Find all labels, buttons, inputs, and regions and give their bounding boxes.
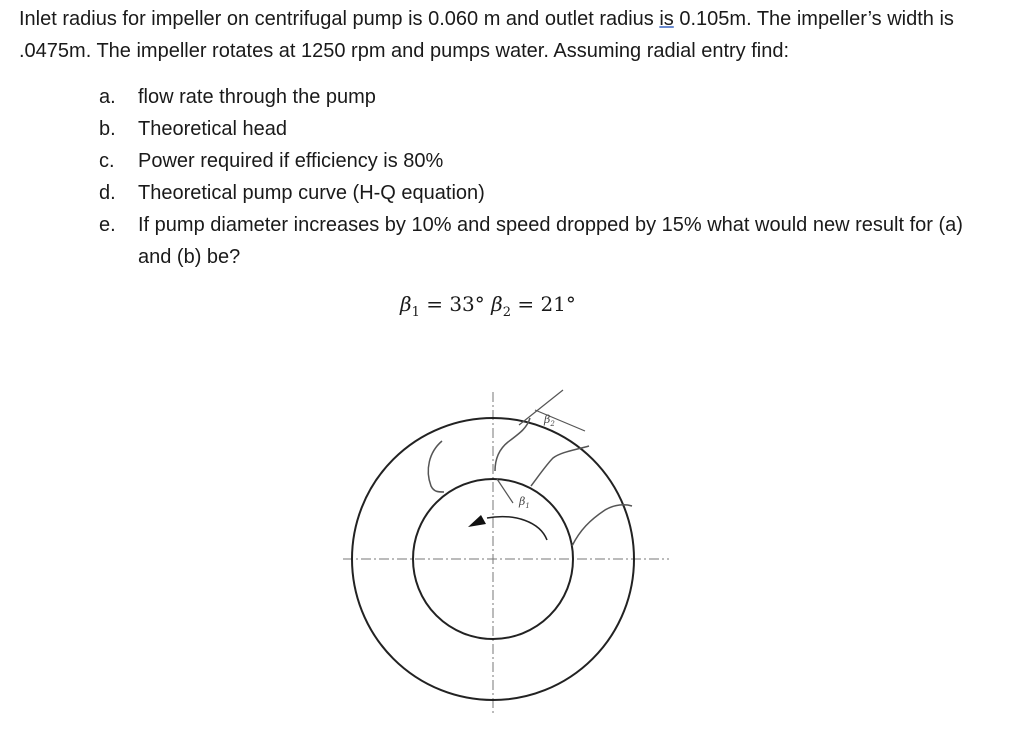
part-letter: d. [99,182,116,204]
beta2-value: = 21° [510,292,576,316]
rotation-arrow-icon [468,515,486,527]
part-text: If pump diameter increases by 10% and speed dropped by 15% what would new result for (a) and (b) be? [138,214,963,268]
vane-top [495,418,530,471]
part-letter: e. [99,214,116,236]
part-text: Theoretical head [138,118,287,140]
beta1-label: $\beta_1$ [519,495,530,510]
vane-left [428,441,444,492]
beta2-symbol: β [491,292,503,316]
beta2-tangent-line [519,390,563,425]
vane-right [572,505,632,546]
part-letter: b. [99,118,116,140]
beta2-label: $\beta_2$ [544,413,555,428]
beta1-subscript: 1 [411,305,420,320]
problem-statement [19,3,1009,67]
beta1-value: = 33° [419,292,492,316]
part-text: Power required if efficiency is 80% [138,150,444,172]
part-letter: a. [99,86,116,108]
problem-statement-part2: 0.105m. The impeller’s width is .0475m. The impeller rotates at 1250 rpm and pumps water. Assuming radial entry find: [19,8,954,62]
beta2-subscript: 2 [502,305,511,320]
rotation-arc [487,517,547,540]
part-text: Theoretical pump curve (H-Q equation) [138,182,485,204]
vane-top-right [531,446,589,486]
beta1-symbol: β [400,292,412,316]
blade-angle-equation [400,292,576,320]
beta1-reference-line [497,479,513,503]
part-letter: c. [99,150,115,172]
problem-statement-part1: Inlet radius for impeller on centrifugal pump is 0.060 m and outlet radius [19,8,660,30]
impeller-diagram [335,380,675,720]
part-text: flow rate through the pump [138,86,376,108]
problem-statement-is-word: is [659,8,674,30]
